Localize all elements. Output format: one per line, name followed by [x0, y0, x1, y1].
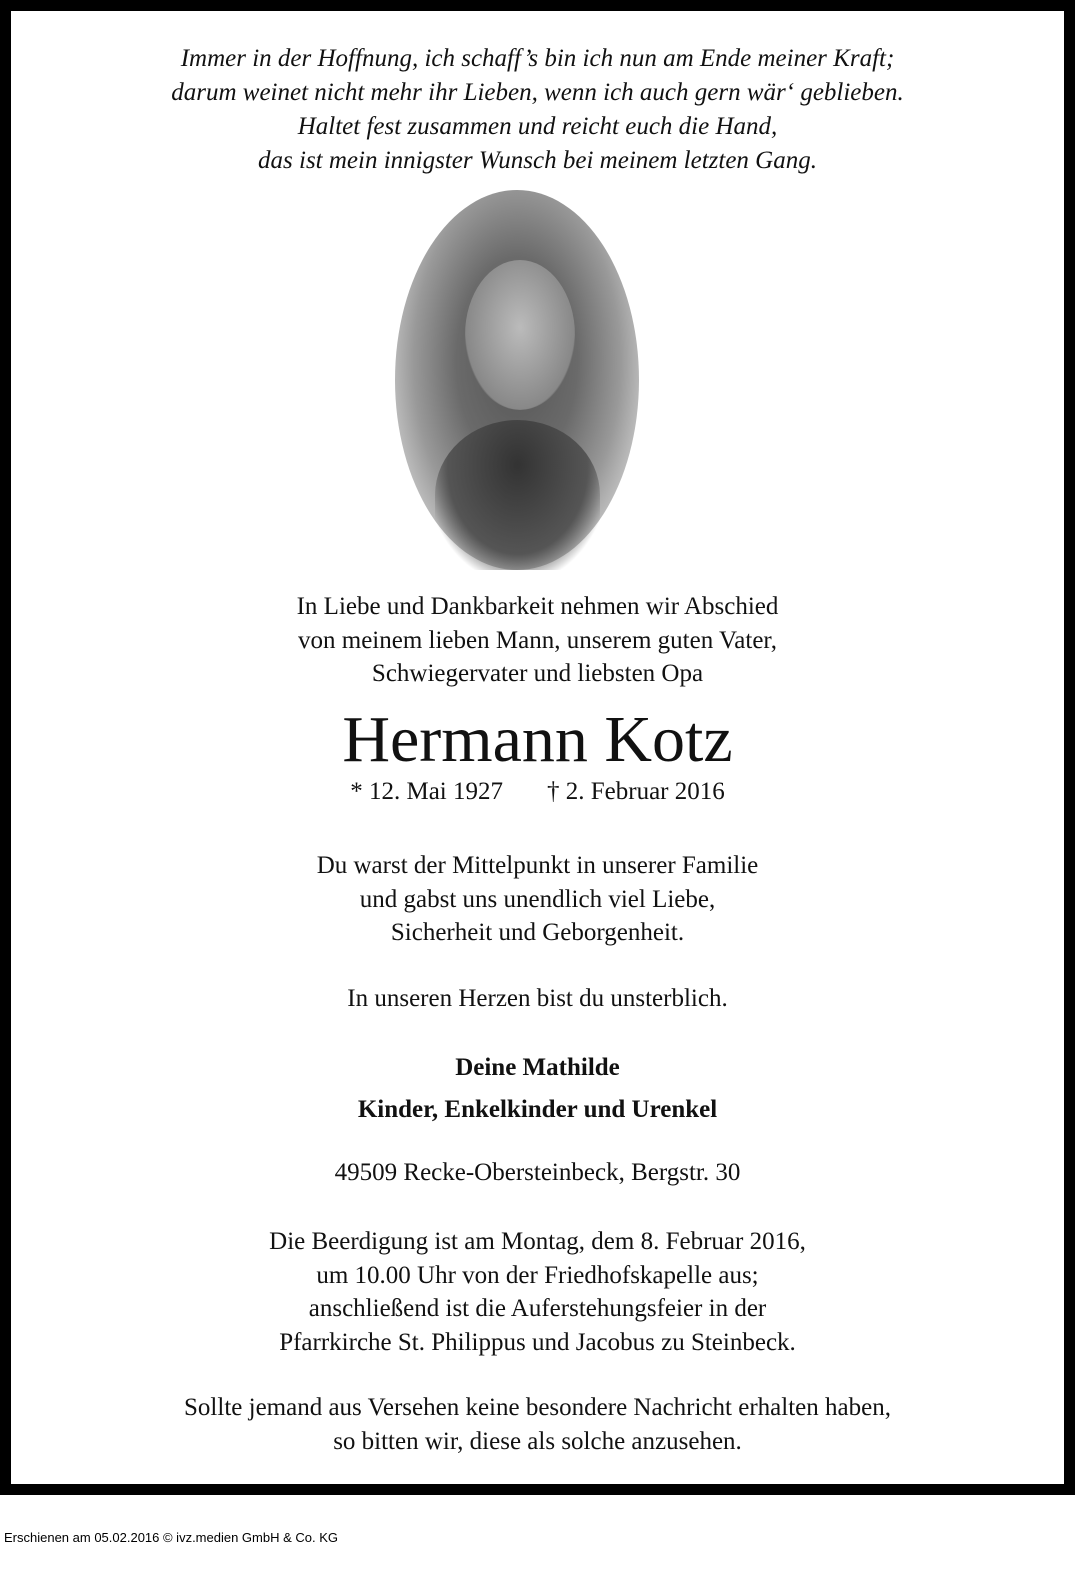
- death-date: † 2. Februar 2016: [547, 778, 725, 805]
- publication-footer: Erschienen am 05.02.2016 © ivz.medien GmbH & Co. KG: [4, 1530, 339, 1545]
- poem-line: das ist mein innigster Wunsch bei meinem letzten Gang.: [258, 147, 817, 174]
- portrait-suit: [435, 420, 600, 570]
- tribute-line: Sicherheit und Geborgenheit.: [390, 919, 685, 946]
- life-dates: [0, 778, 1075, 806]
- mourners: [0, 1047, 1075, 1131]
- birth-date: * 12. Mai 1927: [350, 778, 504, 805]
- intro: [0, 590, 1075, 691]
- address: 49509 Recke-Obersteinbeck, Bergstr. 30: [334, 1159, 741, 1186]
- mourner-line: Deine Mathilde: [455, 1054, 620, 1081]
- poem-line: darum weinet nicht mehr ihr Lieben, wenn ich auch gern wär‘ geblieben.: [171, 79, 904, 106]
- intro-line: In Liebe und Dankbarkeit nehmen wir Abschied: [296, 593, 779, 620]
- poem-line: Haltet fest zusammen und reicht euch die Hand,: [297, 113, 778, 140]
- poem-line: Immer in der Hoffnung, ich schaff’s bin ich nun am Ende meiner Kraft;: [180, 45, 895, 72]
- funeral-line: anschließend ist die Auferstehungsfeier in der: [308, 1295, 767, 1322]
- notice: [0, 1391, 1075, 1458]
- immortal-line: In unseren Herzen bist du unsterblich.: [347, 985, 728, 1012]
- portrait-photo: [395, 190, 639, 570]
- poem: [0, 42, 1075, 178]
- tribute-line: Du warst der Mittelpunkt in unserer Familie: [316, 852, 759, 879]
- funeral-line: um 10.00 Uhr von der Friedhofskapelle aus;: [316, 1261, 759, 1289]
- mourner-line: Kinder, Enkelkinder und Urenkel: [357, 1096, 718, 1123]
- funeral-line: Pfarrkirche St. Philippus und Jacobus zu Steinbeck.: [279, 1328, 796, 1356]
- tribute-line: und gabst uns unendlich viel Liebe,: [359, 885, 716, 913]
- portrait-face: [465, 260, 575, 410]
- funeral-info: [0, 1225, 1075, 1359]
- tribute: [0, 849, 1075, 950]
- intro-line: Schwiegervater und liebsten Opa: [371, 660, 704, 687]
- deceased-name: Hermann Kotz: [342, 703, 733, 776]
- intro-line: von meinem lieben Mann, unserem guten Vater,: [298, 626, 777, 654]
- funeral-line: Die Beerdigung ist am Montag, dem 8. Februar 2016,: [269, 1228, 806, 1255]
- notice-line: so bitten wir, diese als solche anzusehen.: [333, 1427, 742, 1455]
- notice-line: Sollte jemand aus Versehen keine besondere Nachricht erhalten haben,: [184, 1394, 891, 1421]
